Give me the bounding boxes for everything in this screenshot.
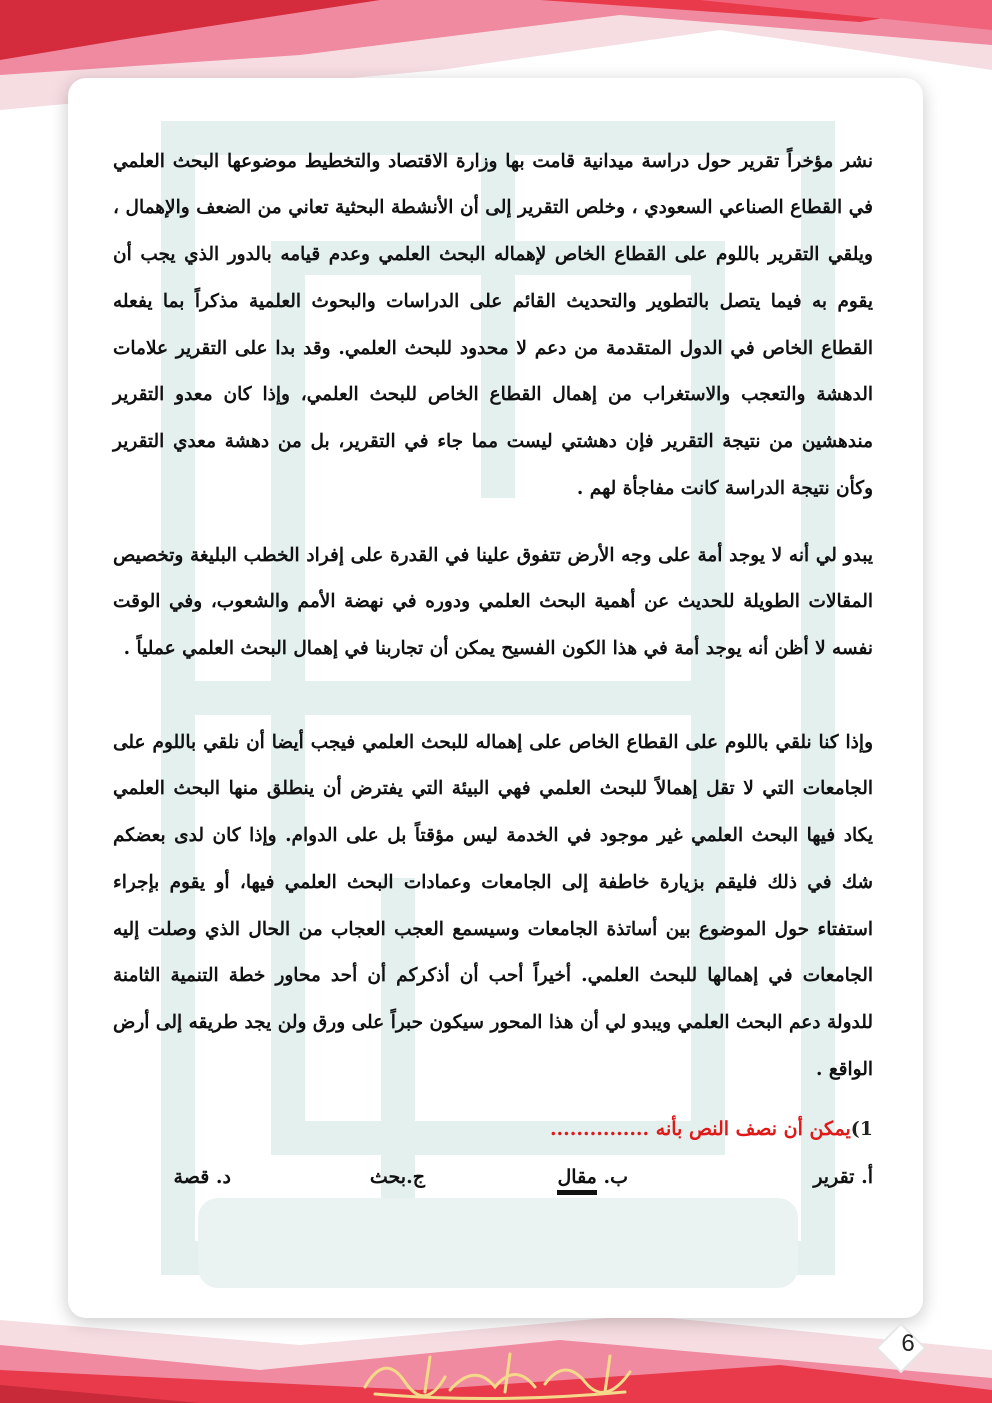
option-a[interactable] xyxy=(813,1166,873,1188)
option-d-text: قصة xyxy=(173,1166,210,1188)
option-b-letter: ب. xyxy=(603,1166,628,1188)
option-a-text: تقرير xyxy=(813,1166,855,1188)
option-c-letter: ج. xyxy=(406,1166,425,1188)
calligraphy-logo-icon xyxy=(355,1342,645,1402)
paragraph-2: يبدو لي أنه لا يوجد أمة على وجه الأرض تتفوق علينا في القدرة على إفراد الخطب البليغة وتخصيص المقالات الطويلة للحديث عن أهمية البحث العلمي ودوره في نهضة الأمم والشعوب، وفي الوقت نفسه لا أظن أنه يوجد أمة في هذا الكون الفسيح يمكن أن تجاربنا في إهمال البحث العلمي عملياً . xyxy=(113,544,873,660)
option-a-letter: أ. xyxy=(861,1166,873,1188)
page-number: 6 xyxy=(901,1330,915,1357)
paragraph-3: وإذا كنا نلقي باللوم على القطاع الخاص على إهماله للبحث العلمي فيجب أيضا أن نلقي باللوم على الجامعات التي لا تقل إهمالاً للبحث العلمي فهي البيئة التي يفترض أن ينطلق منها البحث العلمي يكاد فيها البحث العلمي غير موجود في الخدمة ليس مؤقتاً بل على الدوام. وإذا كان لدى بعضكم شك في ذلك فليقم بزيارة خاطفة إلى الجامعات وعمادات البحث العلمي فيها، أو يقوم بإجراء استفتاء حول الموضوع بين أساتذة الجامعات وسيسمع العجب العجاب من الحال الذي وصلت إليه الجامعات في إهمالها للبحث العلمي. أخيراً أحب أن أذكركم أن أحد محاور خطة التنمية الثامنة للدولة دعم البحث العلمي ويبدو لي أن هذا المحور سيكون حبراً على ورق ولن يجد طريقه إلى أرض الواقع . xyxy=(113,731,873,1081)
option-c[interactable] xyxy=(370,1166,425,1188)
question-number: 1) xyxy=(850,1118,873,1140)
option-c-text: بحث xyxy=(369,1166,407,1188)
question-1 xyxy=(550,1118,873,1140)
option-d-letter: د. xyxy=(215,1166,231,1188)
content-card xyxy=(68,78,923,1318)
question-text: يمكن أن نصف النص بأنه ............... xyxy=(549,1118,851,1140)
paragraph-1: نشر مؤخراً تقرير حول دراسة ميدانية قامت بها وزارة الاقتصاد والتخطيط موضوعها البحث العلمي في القطاع الصناعي السعودي ، وخلص التقرير إلى أن الأنشطة البحثية تعاني من الضعف والإهمال ، ويلقي التقرير باللوم على القطاع الخاص لإهماله البحث العلمي وعدم قيامه بالدور الذي يجب أن يقوم به فيما يتصل بالتطوير والتحديث القائم على الدراسات والبحوث العلمية مذكراً بما يفعله القطاع الخاص في الدول المتقدمة من دعم لا محدود للبحث العلمي. وقد بدا على التقرير علامات الدهشة والتعجب والاستغراب من إهمال القطاع الخاص للبحث العلمي، وإذا كان معدو التقرير مندهشين من نتيجة التقرير فإن دهشتي ليست مما جاء في التقرير، بل من دهشة معدي التقرير وكأن نتيجة الدراسة كانت مفاجأة لهم . xyxy=(113,150,873,500)
option-b[interactable] xyxy=(557,1166,628,1195)
option-d[interactable] xyxy=(174,1166,231,1188)
option-b-text: مقال xyxy=(557,1166,596,1195)
